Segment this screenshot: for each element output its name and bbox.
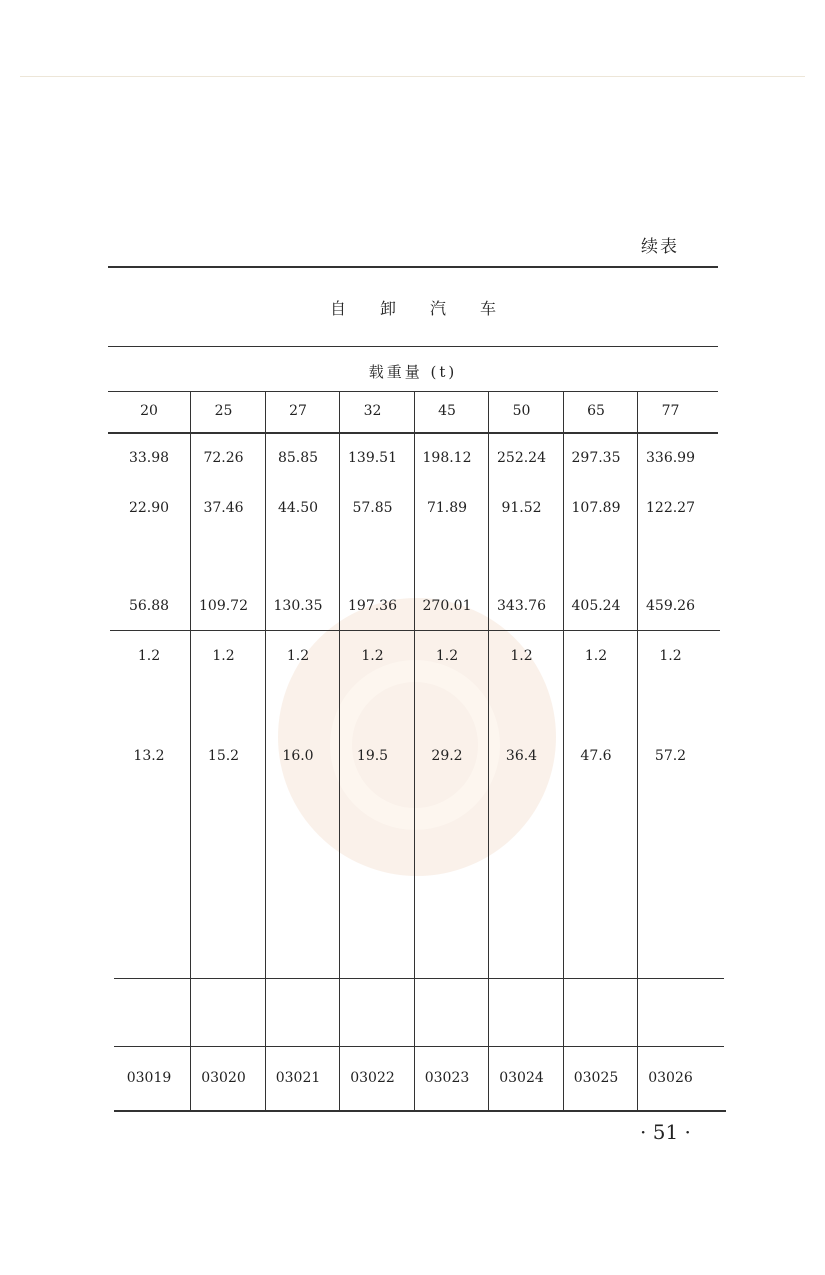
- table-cell: 139.51: [348, 450, 397, 466]
- table-cell: 1.2: [137, 648, 161, 664]
- table-cell: 56.88: [128, 598, 170, 614]
- table-cell: 91.52: [501, 500, 542, 516]
- table-cell: 44.50: [277, 500, 319, 516]
- table-cell: 130.35: [273, 598, 323, 614]
- table-cell: 13.2: [133, 748, 165, 764]
- column-header: 50: [512, 403, 531, 419]
- code-cell: 03019: [126, 1070, 172, 1086]
- table-cell: 107.89: [571, 500, 621, 516]
- table-cell: 270.01: [422, 598, 472, 614]
- page-edge-tint: [20, 76, 805, 77]
- table-cell: 72.26: [203, 450, 244, 466]
- group-divider-rule: [110, 630, 720, 631]
- table-cell: 47.6: [580, 748, 612, 764]
- table-top-rule: [108, 266, 718, 268]
- column-header: 20: [140, 403, 158, 419]
- table-cell: 57.85: [352, 500, 393, 516]
- page-number: · 51 ·: [640, 1120, 691, 1144]
- column-header: 77: [661, 403, 680, 419]
- table-cell: 29.2: [431, 748, 463, 764]
- table-cell: 19.5: [356, 748, 389, 764]
- table-cell: 1.2: [659, 648, 682, 664]
- code-cell: 03022: [350, 1070, 395, 1086]
- table-cell: 15.2: [207, 748, 240, 764]
- table-cell: 459.26: [646, 598, 695, 614]
- code-cell: 03021: [275, 1070, 321, 1086]
- table-cell: 1.2: [584, 648, 608, 664]
- table-cell: 109.72: [199, 598, 248, 614]
- table-cell: 405.24: [571, 598, 621, 614]
- table-bottom-rule: [114, 1110, 726, 1112]
- table-cell: 1.2: [510, 648, 533, 664]
- caption-rule: [108, 346, 718, 347]
- blank-row-top-rule: [114, 978, 724, 979]
- table-subcaption: 载重量 (t): [368, 363, 458, 381]
- table-cell: 16.0: [282, 748, 314, 764]
- table-cell: 297.35: [571, 450, 621, 466]
- code-cell: 03025: [573, 1070, 619, 1086]
- code-row-top-rule: [114, 1046, 724, 1047]
- column-header: 27: [289, 403, 307, 419]
- table-cell: 36.4: [505, 748, 538, 764]
- watermark-seal-ring: [330, 660, 500, 830]
- table-cell: 85.85: [277, 450, 319, 466]
- table-caption: 自卸汽车: [329, 299, 530, 318]
- table-cell: 71.89: [426, 500, 468, 516]
- column-header: 45: [438, 403, 456, 419]
- table-cell: 252.24: [497, 450, 546, 466]
- code-cell: 03020: [201, 1070, 246, 1086]
- code-cell: 03023: [424, 1070, 470, 1086]
- continued-label: 续表: [641, 237, 679, 257]
- column-header: 25: [214, 403, 233, 419]
- table-cell: 336.99: [646, 450, 695, 466]
- code-cell: 03026: [648, 1070, 693, 1086]
- table-cell: 198.12: [422, 450, 472, 466]
- table-cell: 1.2: [361, 648, 384, 664]
- column-header: 32: [363, 403, 382, 419]
- table-cell: 57.2: [654, 748, 687, 764]
- table-cell: 33.98: [128, 450, 170, 466]
- table-cell: 1.2: [286, 648, 310, 664]
- table-cell: 1.2: [435, 648, 459, 664]
- table-cell: 22.90: [128, 500, 170, 516]
- table-cell: 197.36: [348, 598, 397, 614]
- table-cell: 122.27: [646, 500, 695, 516]
- table-cell: 343.76: [497, 598, 546, 614]
- table-cell: 1.2: [212, 648, 235, 664]
- code-cell: 03024: [499, 1070, 544, 1086]
- table-cell: 37.46: [203, 500, 244, 516]
- column-header: 65: [587, 403, 605, 419]
